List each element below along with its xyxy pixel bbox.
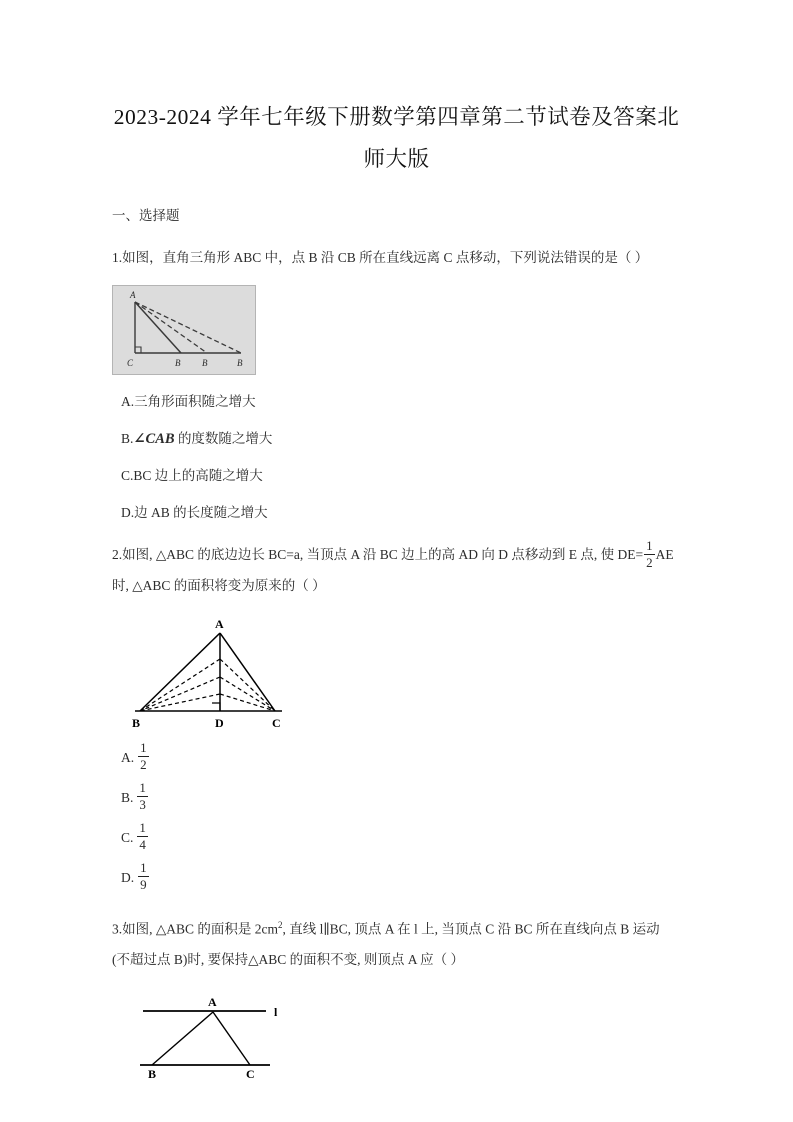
svg-text:C: C xyxy=(272,716,281,731)
question-2-option-a[interactable] xyxy=(121,742,681,773)
question-2-body-part-2: AE xyxy=(655,547,674,562)
question-1-option-b-math: ∠CAB xyxy=(133,431,175,447)
question-1-option-a-label: A. xyxy=(121,394,135,409)
svg-text:A: A xyxy=(130,290,136,300)
question-1-option-b-text: 的度数随之增大 xyxy=(174,431,273,446)
question-1-figure-wrap xyxy=(112,285,681,375)
question-2-option-b-label: B. xyxy=(121,789,134,805)
question-1-option-a-text: 三角形面积随之增大 xyxy=(134,394,256,409)
question-2-option-d-denominator: 9 xyxy=(140,877,147,893)
svg-text:l: l xyxy=(274,1004,278,1019)
question-2-option-a-denominator: 2 xyxy=(140,757,147,773)
question-2-fraction-numerator: 1 xyxy=(646,538,653,554)
question-3-superscript: 2 xyxy=(278,920,283,931)
question-3-body-line-2: (不超过点 B)时, 要保持△ABC 的面积不变, 则顶点 A 应（ ） xyxy=(112,951,465,967)
question-1-option-d[interactable] xyxy=(121,503,681,523)
question-2-option-c-label: C. xyxy=(121,829,134,845)
page-title-line-2: 师大版 xyxy=(363,147,430,171)
question-2-option-b[interactable] xyxy=(121,782,681,813)
question-1-option-d-text: 边 AB 的长度随之增大 xyxy=(134,505,268,520)
question-3-number: 3. xyxy=(112,921,123,937)
svg-text:B: B xyxy=(132,716,141,731)
svg-text:D: D xyxy=(215,716,224,731)
question-2-option-b-numerator: 1 xyxy=(139,780,146,796)
question-2-option-d[interactable] xyxy=(121,862,681,893)
question-2-number: 2. xyxy=(112,547,123,562)
question-1-option-c-label: C. xyxy=(121,468,134,483)
question-2-option-c[interactable] xyxy=(121,822,681,853)
svg-text:C: C xyxy=(246,1066,255,1079)
question-2-option-a-fraction xyxy=(138,741,149,772)
question-3-body-part-2: , 直线 l∥BC, 顶点 A 在 l 上, 当顶点 C 沿 BC 所在直线向点 B 运动 xyxy=(282,921,660,937)
right-triangle-moving-b-svg xyxy=(113,286,255,374)
section-heading-multiple-choice: 一、选择题 xyxy=(112,208,180,223)
question-2-fraction-denominator: 2 xyxy=(646,555,653,571)
question-2-option-c-numerator: 1 xyxy=(139,820,146,836)
question-2-text xyxy=(112,540,681,601)
question-3-body-part-1: 如图, △ABC 的面积是 2cm xyxy=(122,921,279,937)
triangle-abc-altitude-ad-svg xyxy=(130,615,285,733)
svg-text:B: B xyxy=(237,358,243,368)
question-2-option-c-denominator: 4 xyxy=(139,837,146,853)
page-title xyxy=(112,0,681,180)
question-3-figure-wrap xyxy=(138,989,681,1079)
question-1-option-b[interactable] xyxy=(121,429,681,449)
svg-text:B: B xyxy=(202,358,208,368)
svg-text:A: A xyxy=(215,617,224,632)
question-2-option-a-numerator: 1 xyxy=(140,740,147,756)
question-1-option-c[interactable] xyxy=(121,466,681,486)
question-1-body: 如图，直角三角形 ABC 中，点 B 沿 CB 所在直线远离 C 点移动，下列说法错误的是（ ） xyxy=(122,250,649,265)
question-2-option-a-label: A. xyxy=(121,749,135,765)
question-1-number: 1. xyxy=(112,250,123,265)
svg-text:B: B xyxy=(175,358,181,368)
question-1-text xyxy=(112,243,681,273)
page-title-line-1: 2023-2024 学年七年级下册数学第四章第二节试卷及答案北 xyxy=(113,105,680,129)
question-2-option-b-denominator: 3 xyxy=(139,797,146,813)
question-2-option-d-numerator: 1 xyxy=(140,860,147,876)
question-2-figure-wrap xyxy=(130,615,681,733)
svg-text:C: C xyxy=(127,358,134,368)
svg-text:B: B xyxy=(148,1066,157,1079)
svg-text:A: A xyxy=(208,994,217,1009)
question-2-option-c-fraction xyxy=(137,821,148,852)
right-triangle-moving-b-figure xyxy=(112,285,256,375)
question-2-body-part-1: 如图, △ABC 的底边边长 BC=a, 当顶点 A 沿 BC 边上的高 AD 向 D 点移动到 E 点, 使 DE= xyxy=(122,547,644,562)
question-1-option-b-label: B. xyxy=(121,431,134,446)
question-1-option-c-text: BC 边上的高随之增大 xyxy=(133,468,263,483)
question-1-option-d-label: D. xyxy=(121,505,135,520)
question-2-body-line-2: 时, △ABC 的面积将变为原来的（ ） xyxy=(112,578,326,594)
question-2-option-d-fraction xyxy=(138,861,149,892)
question-3-text xyxy=(112,910,681,975)
question-2-option-b-fraction xyxy=(137,781,148,812)
question-1-option-a[interactable] xyxy=(121,392,681,412)
question-2-option-d-label: D. xyxy=(121,869,135,885)
triangle-abc-parallel-line-svg xyxy=(138,989,298,1079)
question-2-inline-fraction xyxy=(644,539,655,570)
